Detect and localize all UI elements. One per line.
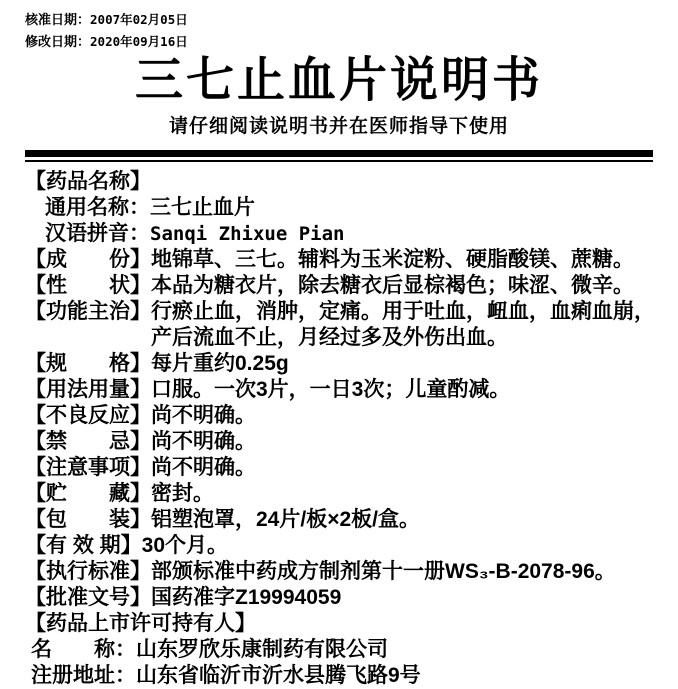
approval-date-label: 核准日期：: [25, 12, 91, 27]
row-pinyin: [25, 221, 662, 247]
section-content: 30个月。: [141, 533, 229, 557]
section-package: [25, 507, 662, 533]
bracket-open: 【: [25, 299, 46, 323]
section-adverse-reactions: [25, 403, 662, 429]
revision-date-label: 修改日期：: [25, 34, 91, 49]
section-storage: [25, 481, 662, 507]
bracket-open: 【: [25, 429, 46, 453]
bracket-close: 】: [130, 273, 151, 297]
bracket-close: 】: [130, 169, 151, 193]
section-label: 药品名称: [46, 169, 130, 193]
bracket-close: 】: [130, 559, 151, 583]
bracket-close: 】: [130, 481, 151, 505]
leaflet-body: [25, 169, 662, 689]
bracket-open: 【: [25, 481, 46, 505]
section-label: 禁 忌: [46, 429, 130, 453]
bracket-open: 【: [25, 403, 46, 427]
bracket-close: 】: [130, 247, 151, 271]
pinyin-value: Sanqi Zhixue Pian: [150, 222, 345, 245]
section-content: 口服。一次3片，一日3次；儿童酌减。: [151, 377, 511, 401]
section-content: 本品为糖衣片，除去糖衣后显棕褐色；味涩、微辛。: [151, 273, 634, 297]
section-content: 密封。: [151, 481, 214, 505]
bracket-close: 】: [130, 403, 151, 427]
bracket-open: 【: [25, 559, 46, 583]
page-subtitle: 请仔细阅读说明书并在医师指导下使用: [168, 116, 509, 137]
bracket-open: 【: [25, 533, 46, 557]
section-label: 成 份: [46, 247, 130, 271]
bracket-close: 】: [120, 533, 142, 557]
section-label: 药品上市许可持有人: [46, 611, 235, 635]
section-label: 贮 藏: [46, 481, 130, 505]
section-content: 国药准字Z19994059: [151, 585, 342, 609]
bracket-open: 【: [25, 247, 46, 271]
section-label: 注意事项: [46, 455, 130, 479]
section-functions: [25, 299, 662, 351]
approval-date-line: [25, 9, 678, 31]
holder-name-value: 山东罗欣乐康制药有限公司: [136, 637, 388, 661]
section-dosage: [25, 377, 662, 403]
bracket-close: 】: [130, 507, 151, 531]
bracket-close: 】: [130, 585, 151, 609]
section-content: 尚不明确。: [151, 403, 256, 427]
section-label: 批准文号: [46, 585, 130, 609]
section-content: 尚不明确。: [151, 455, 256, 479]
bracket-open: 【: [25, 507, 46, 531]
row-holder-name: [25, 637, 662, 663]
section-label: 用法用量: [46, 377, 130, 401]
divider-thick-bar: [25, 150, 653, 157]
section-content: 每片重约0.25g: [151, 351, 289, 375]
section-description: [25, 273, 662, 299]
section-license-holder: [25, 611, 662, 637]
section-specification: [25, 351, 662, 377]
bracket-close: 】: [130, 455, 151, 479]
generic-name-value: 三七止血片: [150, 195, 255, 219]
section-drug-name: [25, 169, 662, 195]
section-content: 尚不明确。: [151, 429, 256, 453]
date-block: [0, 0, 678, 53]
section-validity: [25, 533, 662, 559]
bracket-close: 】: [130, 351, 151, 375]
section-standard: [25, 559, 662, 585]
section-label: 不良反应: [46, 403, 130, 427]
bracket-close: 】: [130, 377, 151, 401]
section-content: 行瘀止血，消肿，定痛。用于吐血，衄血，血痢血崩，产后流血不止，月经过多及外伤出血。: [151, 299, 655, 349]
bracket-open: 【: [25, 169, 46, 193]
row-holder-address: [25, 663, 662, 689]
revision-date-line: [25, 31, 678, 53]
section-content: 地锦草、三七。辅料为玉米淀粉、硬脂酸镁、蔗糖。: [151, 247, 634, 271]
bracket-open: 【: [25, 273, 46, 297]
bracket-open: 【: [25, 585, 46, 609]
page-title: 三七止血片说明书: [134, 54, 543, 107]
bracket-open: 【: [25, 455, 46, 479]
section-label: 规 格: [46, 351, 130, 375]
approval-date-value: 2007年02月05日: [90, 12, 188, 27]
bracket-open: 【: [25, 351, 46, 375]
section-label: 执行标准: [46, 559, 130, 583]
divider-thin-line: [25, 160, 653, 162]
bracket-open: 【: [25, 377, 46, 401]
bracket-close: 】: [235, 611, 256, 635]
holder-address-label: 注册地址：: [31, 663, 136, 687]
section-content: 铝塑泡罩，24片/板×2板/盒。: [151, 507, 420, 531]
bracket-open: 【: [25, 611, 46, 635]
bracket-close: 】: [130, 429, 151, 453]
double-rule-divider: [25, 150, 653, 162]
row-generic-name: [25, 195, 662, 221]
section-precautions: [25, 455, 662, 481]
section-ingredients: [25, 247, 662, 273]
section-label: 功能主治: [46, 299, 130, 323]
holder-address-value: 山东省临沂市沂水县腾飞路9号: [136, 663, 421, 687]
holder-name-label: 名 称：: [31, 637, 136, 661]
generic-name-label: 通用名称：: [45, 195, 150, 219]
section-approval-number: [25, 585, 662, 611]
section-label: 有 效 期: [46, 533, 121, 557]
section-content: 部颁标准中药成方制剂第十一册WS₃-B-2078-96。: [151, 559, 616, 583]
section-contraindications: [25, 429, 662, 455]
bracket-close: 】: [130, 299, 151, 323]
revision-date-value: 2020年09月16日: [90, 34, 188, 49]
section-label: 性 状: [46, 273, 130, 297]
section-label: 包 装: [46, 507, 130, 531]
pinyin-label: 汉语拼音：: [45, 221, 150, 245]
